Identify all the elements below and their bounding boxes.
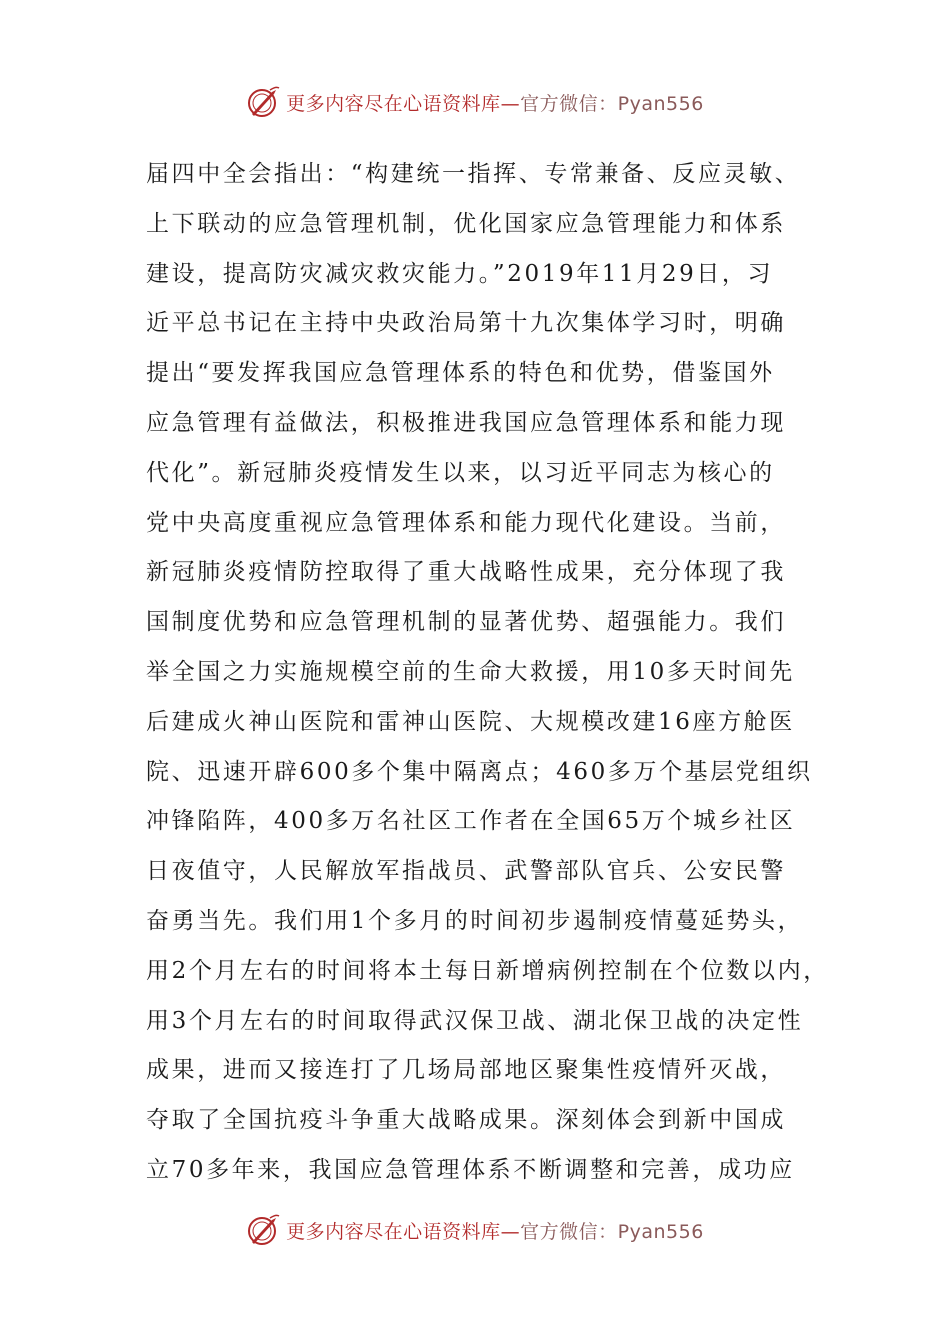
text-line: 夺取了全国抗疫斗争重大战略成果。深刻体会到新中国成 [146,1107,786,1134]
text-line: 应急管理有益做法，积极推进我国应急管理体系和能力现 [146,409,786,436]
text-line: 代化”。新冠肺炎疫情发生以来，以习近平同志为核心的 [146,459,775,486]
text-line: 院、迅速开辟600多个集中隔离点；460多万个基层党组织 [146,758,813,785]
header-dash: — [500,92,521,115]
text-line: 党中央高度重视应急管理体系和能力现代化建设。当前， [146,509,786,536]
text-line: 提出“要发挥我国应急管理体系的特色和优势，借鉴国外 [146,360,775,387]
text-line: 新冠肺炎疫情防控取得了重大战略性成果，充分体现了我 [146,559,786,586]
text-line: 用2个月左右的时间将本土每日新增病例控制在个位数以内， [146,957,829,984]
header-banner [0,82,950,122]
text-line: 建设，提高防灾减灾救灾能力。”2019年11月29日，习 [146,260,774,287]
footer-wechat-text: 官方微信：Pyan556 [520,1220,704,1243]
footer-dash: — [500,1220,521,1243]
footer-text [286,1217,704,1244]
header-wechat-text: 官方微信：Pyan556 [520,92,704,115]
text-line: 奋勇当先。我们用1个多月的时间初步遏制疫情蔓延势头， [146,907,804,934]
header-text [286,89,704,116]
text-line: 国制度优势和应急管理机制的显著优势、超强能力。我们 [146,609,786,636]
text-line: 后建成火神山医院和雷神山医院、大规模改建16座方舱医 [146,708,795,735]
header-site-text: 更多内容尽在心语资料库 [286,92,501,115]
text-line: 用3个月左右的时间取得武汉保卫战、湖北保卫战的决定性 [146,1007,804,1034]
document-body [146,150,829,1196]
text-line: 日夜值守，人民解放军指战员、武警部队官兵、公安民警 [146,858,786,885]
pen-circle-logo-icon [246,84,282,120]
footer-banner [0,1210,950,1250]
text-line: 立70多年来，我国应急管理体系不断调整和完善，成功应 [146,1156,795,1183]
footer-site-text: 更多内容尽在心语资料库 [286,1220,501,1243]
text-line: 上下联动的应急管理机制，优化国家应急管理能力和体系 [146,210,786,237]
text-line: 成果，进而又接连打了几场局部地区聚集性疫情歼灭战， [146,1057,786,1084]
text-line: 届四中全会指出：“构建统一指挥、专常兼备、反应灵敏、 [146,161,801,187]
text-line: 冲锋陷阵，400多万名社区工作者在全国65万个城乡社区 [146,808,796,835]
pen-circle-logo-icon [246,1212,282,1248]
text-line: 近平总书记在主持中央政治局第十九次集体学习时，明确 [146,310,786,337]
text-line: 举全国之力实施规模空前的生命大救援，用10多天时间先 [146,658,795,685]
